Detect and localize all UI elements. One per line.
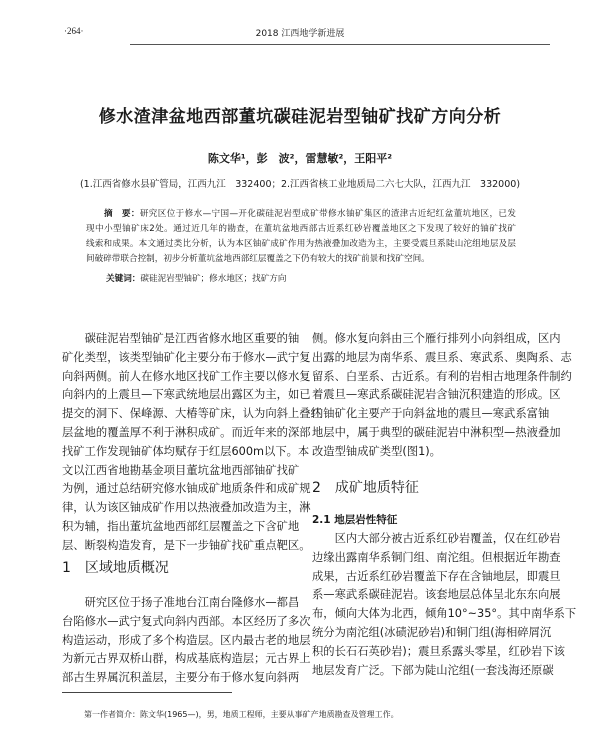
text-line: 为新元古界双桥山群，构成基底构造层；元古界上 <box>62 652 311 666</box>
text-line: 布，倾向大体为北西，倾角10°~35°。其中南华系下 <box>312 607 577 621</box>
footnote-rule <box>62 692 232 693</box>
text-line: 地层中，属于典型的碳硅泥岩中淋积型—热液叠加 <box>312 425 561 439</box>
text-line: 积的长石石英砂岩)；震旦系露头零星，红砂岩下该 <box>312 644 565 658</box>
section-2-heading: 2 成矿地质特征 <box>312 480 419 496</box>
text-line: 地层发育广泛。下部为陡山沱组(一套浅海还原碳 <box>312 663 554 677</box>
abstract-line: 线索和成果。本文通过类比分析，认为本区铀矿成矿作用为热液叠加改造为主，主要受震旦系陡山沱组地层及层 <box>86 239 516 249</box>
abstract-line: 现中小型铀矿床2处。通过近几年的勘查，在董坑盆地西部古近系红砂岩覆盖地区之下发现了较好的铀矿找矿 <box>86 224 516 234</box>
left-column-para2 <box>62 594 311 688</box>
text-line: 区内大部分被古近系红砂岩覆盖，仅在红砂岩 <box>312 532 561 545</box>
text-line: 边缘出露南华系铜门组、南沱组。但根据近年勘查 <box>312 550 561 564</box>
page-number: ·264· <box>64 26 84 36</box>
right-column-para1 <box>312 330 572 462</box>
text-line: 台陷修水—武宁复式向斜内西部。本区经历了多次 <box>62 614 311 628</box>
affiliations: (1.江西省修水县矿管局，江西九江 332400；2.江西省核工业地质局二六七大队，江西九江 332000) <box>79 179 521 190</box>
abstract-label: 摘 要： <box>103 209 140 219</box>
text-line: 构造运动，形成了多个构造层。区内最古老的地层 <box>62 633 311 647</box>
text-line: 碳硅泥岩型铀矿是江西省修水地区重要的铀 <box>62 332 300 345</box>
authors: 陈文华¹，彭 波²，雷慧敏²，王阳平² <box>207 152 393 165</box>
text-line: 向斜内的上震旦—下寒武统地层出露区为主，如已 <box>62 388 311 402</box>
abstract-line: 摘 要：研究区位于修水—宁国—开化碳硅泥岩型成矿带修水铀矿集区的渣津古近纪红盆董坑地区，已发 <box>103 209 516 219</box>
text-line: 找矿工作发现铀矿体均赋存于红层600m以下。本 <box>62 444 310 458</box>
right-column-para2 <box>312 530 577 680</box>
keywords <box>106 272 287 284</box>
text-line: 提交的洞下、保峰源、大椿等矿床，认为向斜上叠红 <box>62 407 322 421</box>
left-column-para1 <box>62 330 322 556</box>
text-line: 系—寒武系碳硅泥岩。该套地层总体呈北东东向展 <box>312 588 561 602</box>
text-line: 出露的地层为南华系、震旦系、寒武系、奥陶系、志 <box>312 350 572 364</box>
text-line: 统分为南沱组(冰碛泥砂岩)和铜门组(海相碎屑沉 <box>312 625 552 639</box>
text-line: 矿化类型，该类型铀矿化主要分布于修水—武宁复 <box>62 350 311 364</box>
text-line: 积为辅，指出董坑盆地西部红层覆盖之下含矿地 <box>62 519 300 533</box>
abstract-line: 间破碎带联合控制，初步分析董坑盆地西部红层覆盖之下仍有较大的找矿前景和找矿空间。 <box>86 254 430 264</box>
text-line: 律，认为该区铀成矿作用以热液叠加改造为主，淋 <box>62 501 311 515</box>
text-line: 层盆地的覆盖厚不利于淋积成矿。而近年来的深部 <box>62 425 311 439</box>
section-2-1-heading: 2.1 地层岩性特征 <box>312 514 398 526</box>
paper-title: 修水渣津盆地西部董坑碳硅泥岩型铀矿找矿方向分析 <box>98 107 502 127</box>
footnote: 第一作者简介：陈文华(1965—)，男，地质工程师，主要从事矿产地质勘查及管理工作。 <box>84 710 399 719</box>
text-line: 研究区位于扬子准地台江南台隆修水—都昌 <box>62 596 300 609</box>
text-line: 侧。修水复向斜由三个雁行排列小向斜组成，区内 <box>312 332 561 345</box>
abstract <box>86 207 516 267</box>
header-rule <box>130 44 550 45</box>
keywords-label: 关键词： <box>106 274 141 284</box>
text-line: 层、断裂构造发育，是下一步铀矿找矿重点靶区。 <box>62 538 311 552</box>
text-line: 着震旦—寒武系碳硅泥岩含铀沉积建造的形成。区 <box>312 388 561 402</box>
text-line: 为例，通过总结研究修水铀成矿地质条件和成矿规 <box>62 482 311 496</box>
running-header: 2018 江西地学新进展 <box>255 29 345 39</box>
section-1-heading: 1 区域地质概况 <box>62 560 169 576</box>
text-line: 改造型铀成矿类型(图1)。 <box>312 444 441 458</box>
text-line: 部古生界属沉积盖层，主要分布于修水复向斜两 <box>62 671 300 685</box>
text-line: 文以江西省地勘基金项目董坑盆地西部铀矿找矿 <box>62 463 300 477</box>
text-line: 内铀矿化主要产于向斜盆地的震旦—寒武系富铀 <box>312 407 550 421</box>
text-line: 向斜两侧。前人在修水地区找矿工作主要以修水复 <box>62 369 311 383</box>
keywords-text: 碳硅泥岩型铀矿；修水地区；找矿方向 <box>140 274 287 284</box>
text-line: 留系、白垩系、古近系。有利的岩相古地理条件制约 <box>312 369 572 383</box>
text-line: 成果，古近系红砂岩覆盖下存在含铀地层，即震旦 <box>312 569 561 583</box>
